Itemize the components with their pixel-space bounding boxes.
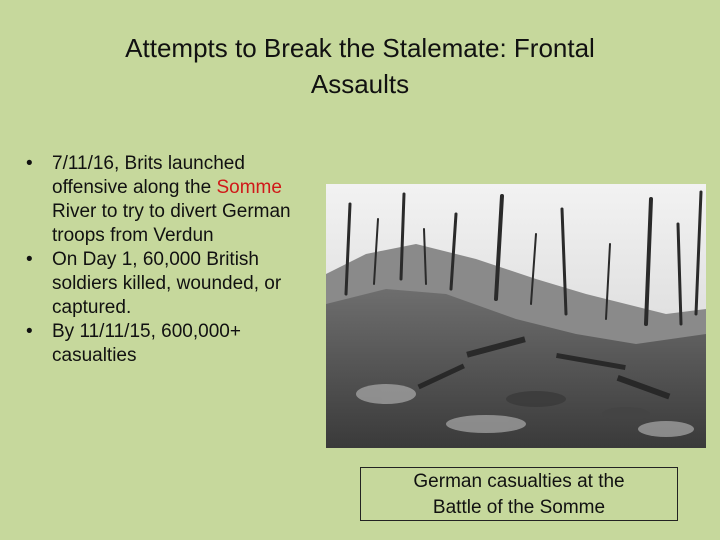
bullet-text-end: River to try to divert German troops from Verdun bbox=[52, 201, 291, 246]
title-line-1: Attempts to Break the Stalemate: Frontal bbox=[125, 33, 595, 63]
caption-line-1: German casualties at the bbox=[413, 471, 625, 492]
bullet-item bbox=[26, 152, 306, 248]
bullet-text-start: 7/11/16, Brits launched offensive along the bbox=[52, 153, 245, 198]
caption-line-2: Battle of the Somme bbox=[432, 497, 606, 518]
bullet-list bbox=[26, 152, 306, 368]
bullet-item bbox=[26, 320, 306, 368]
highlighted-word: Somme bbox=[216, 177, 282, 198]
bullet-icon: • bbox=[26, 249, 33, 270]
battlefield-photo bbox=[326, 184, 706, 448]
battlefield-photo-icon bbox=[326, 184, 706, 448]
bullet-icon: • bbox=[26, 321, 33, 342]
bullet-item bbox=[26, 248, 306, 320]
title-line-2: Assaults bbox=[310, 69, 410, 99]
bullet-text: By 11/11/15, 600,000+ casualties bbox=[52, 321, 241, 366]
slide-title bbox=[60, 30, 660, 102]
bullet-icon: • bbox=[26, 153, 33, 174]
photo-caption bbox=[360, 467, 678, 521]
bullet-text: On Day 1, 60,000 British soldiers killed, wounded, or captured. bbox=[52, 249, 282, 318]
